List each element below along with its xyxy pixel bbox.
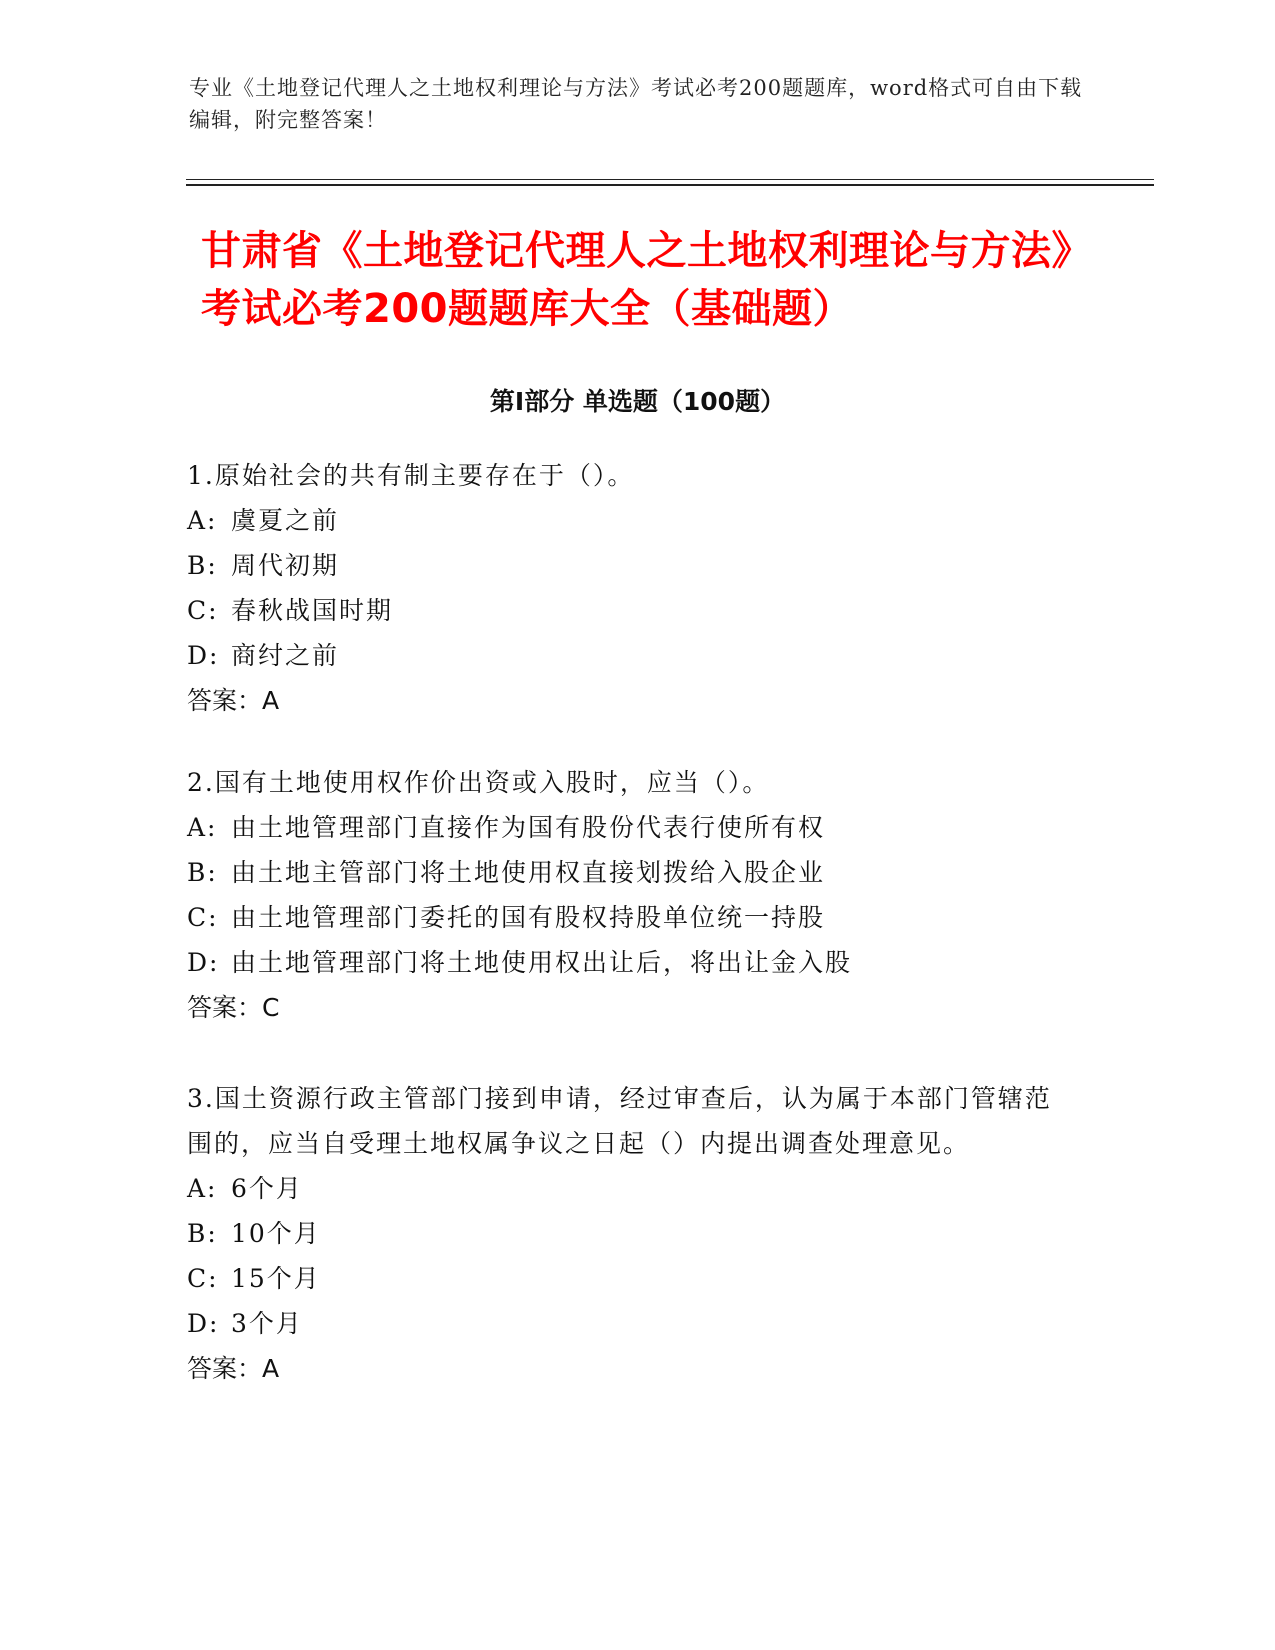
option-text: 由土地管理部门将土地使用权出让后，将出让金入股 [231, 948, 853, 977]
option-text: 由土地管理部门直接作为国有股份代表行使所有权 [231, 813, 826, 842]
option-b [187, 1211, 1067, 1256]
option-text: 10个月 [231, 1219, 321, 1248]
question-1 [187, 453, 1067, 723]
option-letter: A: [187, 813, 218, 842]
document-title: 甘肃省《土地登记代理人之土地权利理论与方法》考试必考200题题库大全（基础题） [201, 228, 1092, 332]
question-stem: 3.国土资源行政主管部门接到申请，经过审查后，认为属于本部门管辖范围的，应当自受理土地权属争议之日起（）内提出调查处理意见。 [187, 1084, 1052, 1158]
option-letter: A: [187, 1174, 218, 1203]
answer-value: A [262, 686, 280, 715]
header-note: 专业《土地登记代理人之土地权利理论与方法》考试必考200题题库，word格式可自由下载编辑，附完整答案！ [189, 76, 1083, 132]
option-text: 商纣之前 [231, 641, 340, 670]
option-text: 由土地管理部门委托的国有股权持股单位统一持股 [231, 903, 826, 932]
option-d [187, 1301, 1067, 1346]
option-text: 春秋战国时期 [231, 596, 394, 625]
option-c [187, 588, 1067, 633]
answer-line [187, 1346, 1067, 1391]
option-text: 周代初期 [231, 551, 340, 580]
option-letter: A: [187, 506, 218, 535]
option-letter: C: [187, 903, 219, 932]
option-letter: B: [187, 551, 218, 580]
option-letter: D: [187, 948, 220, 977]
option-a [187, 805, 1067, 850]
question-stem: 1.原始社会的共有制主要存在于（）。 [187, 461, 635, 490]
option-text: 15个月 [231, 1264, 321, 1293]
option-letter: C: [187, 1264, 219, 1293]
answer-value: C [262, 993, 280, 1022]
option-a [187, 1166, 1067, 1211]
option-letter: D: [187, 1309, 220, 1338]
option-letter: D: [187, 641, 220, 670]
question-stem: 2.国有土地使用权作价出资或入股时，应当（）。 [187, 768, 770, 797]
option-letter: B: [187, 1219, 218, 1248]
section-title: 第Ⅰ部分 单选题（100题） [489, 387, 786, 416]
option-a [187, 498, 1067, 543]
answer-label: 答案： [187, 686, 263, 715]
answer-line [187, 678, 1067, 723]
header-rule-thick [186, 184, 1154, 186]
option-text: 3个月 [231, 1309, 303, 1338]
answer-value: A [262, 1354, 280, 1383]
answer-label: 答案： [187, 1354, 263, 1383]
option-text: 6个月 [231, 1174, 303, 1203]
option-b [187, 543, 1067, 588]
option-c [187, 895, 1067, 940]
question-3 [187, 1076, 1067, 1391]
answer-label: 答案： [187, 993, 263, 1022]
option-text: 由土地主管部门将土地使用权直接划拨给入股企业 [231, 858, 826, 887]
option-letter: B: [187, 858, 218, 887]
option-letter: C: [187, 596, 219, 625]
option-text: 虞夏之前 [231, 506, 340, 535]
answer-line [187, 985, 1067, 1030]
option-d [187, 633, 1067, 678]
option-b [187, 850, 1067, 895]
option-d [187, 940, 1067, 985]
option-c [187, 1256, 1067, 1301]
question-2 [187, 760, 1067, 1030]
header-rule-thin [186, 179, 1154, 180]
